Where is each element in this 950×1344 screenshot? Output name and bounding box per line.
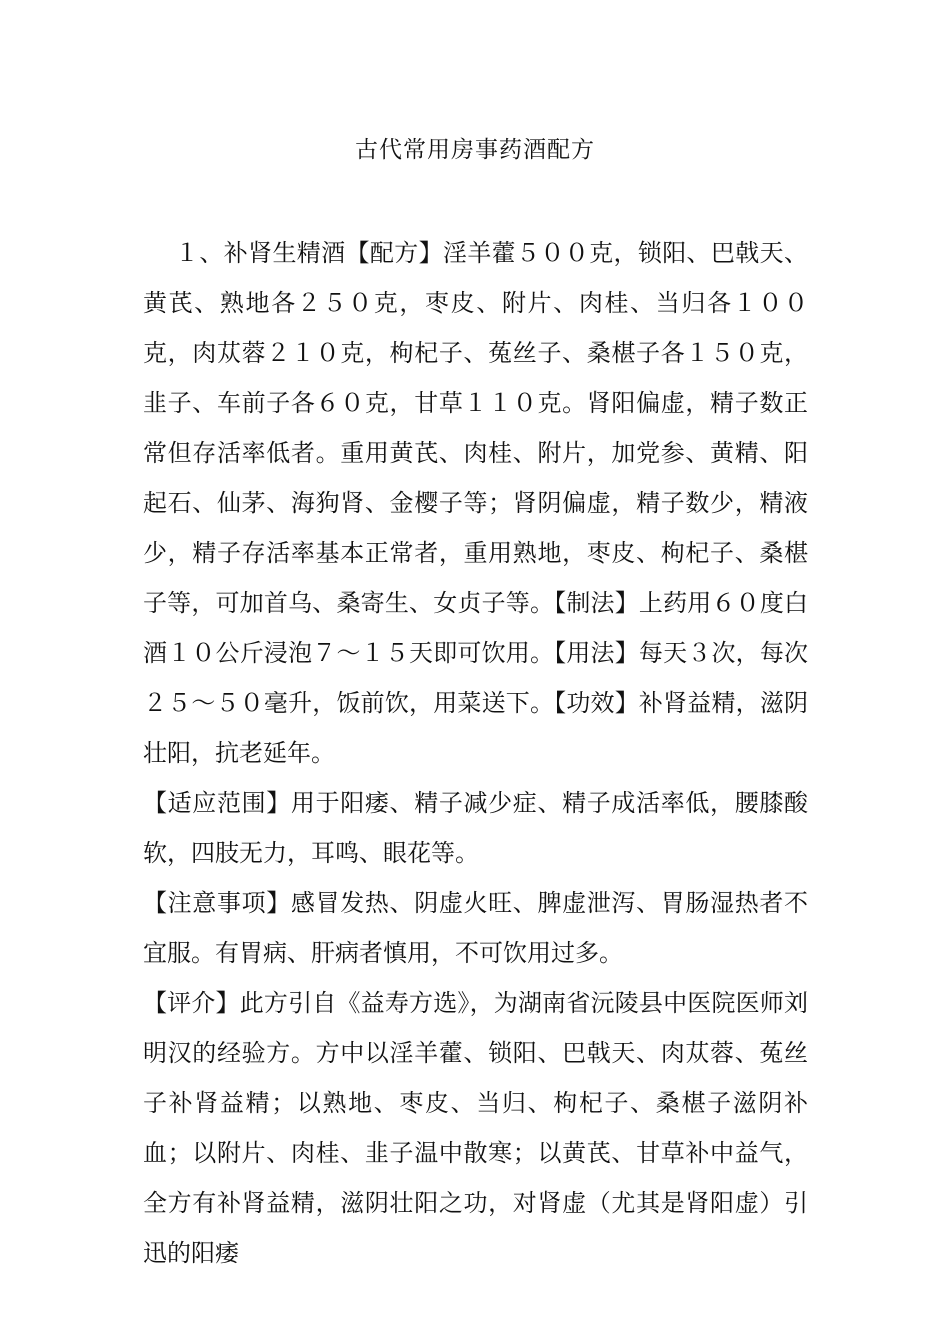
- paragraph-recipe: １、补肾生精酒【配方】淫羊藿５００克，锁阳、巴戟天、黄芪、熟地各２５０克，枣皮、附片、肉桂、当归各１００克，肉苁蓉２１０克，枸杞子、菟丝子、桑椹子各１５０克，韭子、车前子各６０克，甘草１１０克。肾阳偏虚，精子数正常但存活率低者。重用黄芪、肉桂、附片，加党参、黄精、阳起石、仙茅、海狗肾、金樱子等；肾阴偏虚，精子数少，精液少，精子存活率基本正常者，重用熟地，枣皮、枸杞子、桑椹子等，可加首乌、桑寄生、女贞子等。【制法】上药用６０度白酒１０公斤浸泡７～１５天即可饮用。【用法】每天３次，每次２５～５０毫升，饭前饮，用菜送下。【功效】补肾益精，滋阴壮阳，抗老延年。: [143, 239, 808, 767]
- document-title: 古代常用房事药酒配方: [355, 137, 595, 163]
- paragraph-commentary: 【评介】此方引自《益寿方选》，为湖南省沅陵县中医院医师刘明汉的经验方。方中以淫羊藿、锁阳、巴戟天、肉苁蓉、菟丝子补肾益精；以熟地、枣皮、当归、枸杞子、桑椹子滋阴补血；以附片、肉桂、韭子温中散寒；以黄芪、甘草补中益气，全方有补肾益精，滋阴壮阳之功，对肾虚（尤其是肾阳虚）引迅的阳痿: [143, 989, 808, 1267]
- document-body: [143, 228, 808, 1278]
- paragraph-cautions: 【注意事项】感冒发热、阴虚火旺、脾虚泄泻、胃肠湿热者不宜服。有胃病、肝病者慎用，不可饮用过多。: [143, 889, 808, 967]
- paragraph-indications: 【适应范围】用于阳痿、精子减少症、精子成活率低，腰膝酸软，四肢无力，耳鸣、眼花等。: [143, 789, 808, 867]
